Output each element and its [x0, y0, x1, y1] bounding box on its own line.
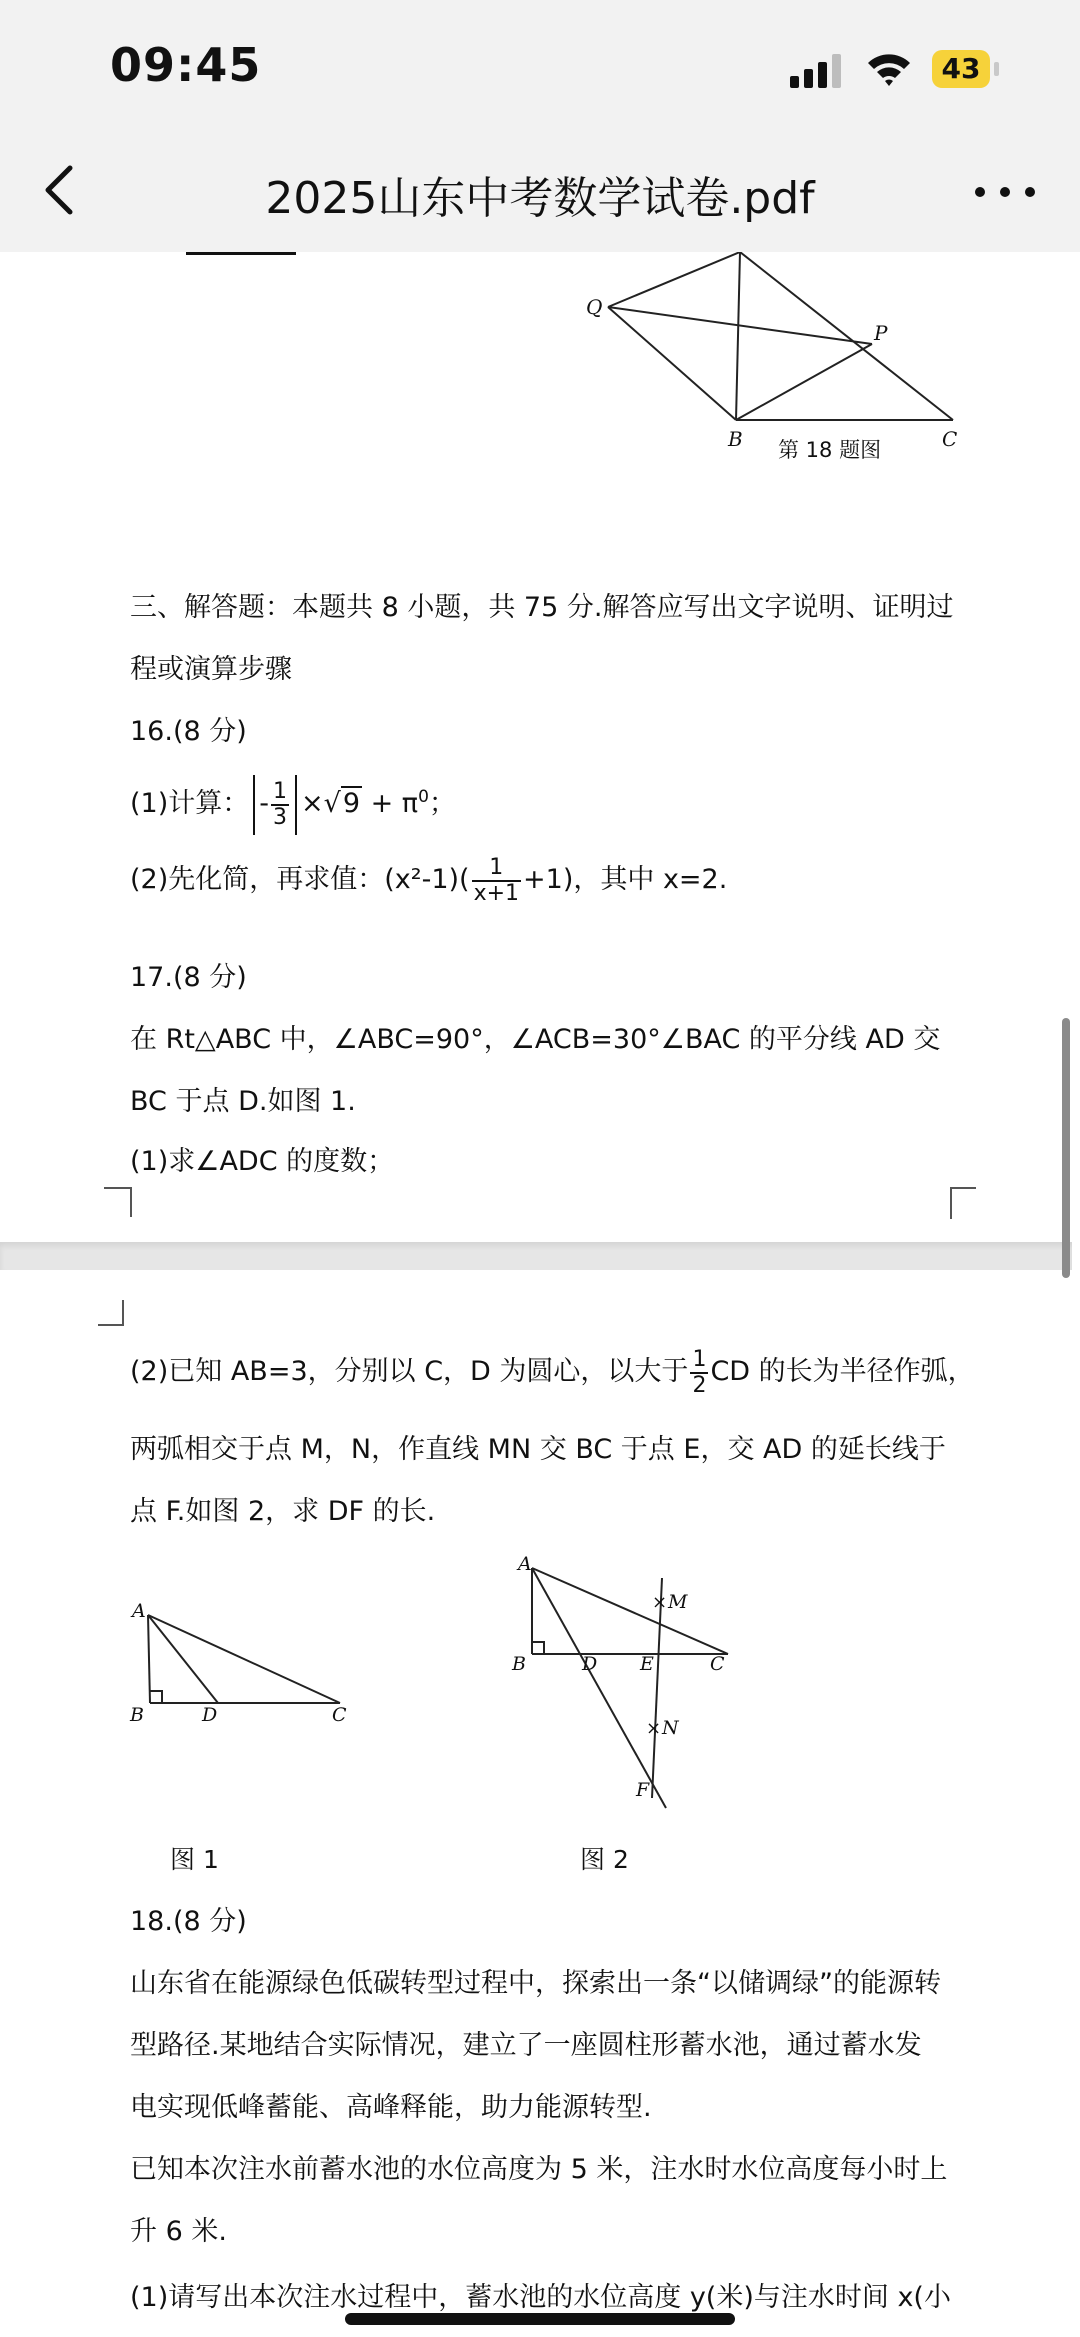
fig2-mark-m: × [652, 1592, 668, 1613]
section3-line2: 程或演算步骤 [130, 654, 292, 685]
fig1-right-angle [150, 1691, 162, 1703]
fig2-label-a: A [518, 1553, 532, 1575]
fig18-label-p: P [874, 321, 888, 345]
q18-line1: 山东省在能源绿色低碳转型过程中，探索出一条“以储调绿”的能源转 [130, 1968, 941, 1999]
section3-line1: 三、解答题：本题共 8 小题，共 75 分.解答应写出文字说明、证明过 [130, 592, 954, 623]
q16-part1-exponent: 0 [418, 787, 429, 807]
fraction-denominator: 3 [273, 804, 287, 830]
figure-1 [120, 1585, 360, 1725]
figure-18 [570, 252, 970, 452]
chevron-left-icon[interactable] [40, 160, 80, 220]
fig2-side-ac [532, 1568, 728, 1654]
q16-header: 16.(8 分) [130, 716, 247, 747]
q16-part1-prefix: (1)计算： [130, 788, 250, 819]
fraction-one-third [271, 780, 289, 830]
q18-line4: 已知本次注水前蓄水池的水位高度为 5 米，注水时水位高度每小时上 [130, 2154, 948, 2185]
q16-part1-minus: - [259, 788, 269, 819]
fig18-line [608, 252, 740, 307]
fig2-label-e: E [640, 1653, 654, 1675]
cellular-signal-icon [790, 54, 842, 88]
abs-bar-left [253, 775, 255, 835]
fig1-label-a: A [132, 1600, 146, 1622]
fig2-mark-n: × [646, 1718, 662, 1739]
q16-part1-end: ； [428, 788, 456, 819]
fig18-label-c: C [942, 427, 958, 451]
pdf-page-2[interactable] [0, 1270, 1072, 2337]
q18-line3: 电实现低峰蓄能、高峰释能，助力能源转型. [130, 2092, 652, 2123]
battery-icon [932, 50, 1002, 88]
q16-part2-suffix: +1)，其中 x=2. [523, 864, 728, 895]
top-bar [0, 0, 1080, 252]
fig18-label-b: B [728, 427, 743, 451]
fig2-label-n: N [662, 1717, 679, 1739]
fig1-side-ab [148, 1615, 150, 1703]
fig1-bisector-ad [148, 1615, 218, 1703]
q18-line5: 升 6 米. [130, 2216, 227, 2247]
fraction-numerator: 1 [692, 1346, 707, 1372]
q16-part2-prefix: (2)先化简，再求值：(x²-1)( [130, 864, 470, 895]
status-time: 09:45 [110, 38, 262, 92]
figure-2-caption: 图 2 [580, 1845, 629, 1874]
fig18-line [736, 344, 872, 420]
fig2-right-angle [532, 1642, 544, 1654]
fraction-numerator: 1 [472, 856, 521, 882]
q16-part1-times: ×√ [301, 788, 341, 819]
answer-underline [186, 252, 296, 255]
fig2-label-c: C [710, 1653, 725, 1675]
q17-part2-line3: 点 F.如图 2，求 DF 的长. [130, 1496, 436, 1527]
battery-level: 43 [941, 52, 981, 85]
fig18-line [736, 252, 740, 420]
fig2-label-d: D [582, 1653, 598, 1675]
page-gap [0, 1242, 1072, 1270]
q18-line6: (1)请写出本次注水过程中，蓄水池的水位高度 y(米)与注水时间 x(小 [130, 2282, 951, 2313]
fig18-line [740, 252, 953, 420]
q17-part2-line1 [130, 1340, 975, 1404]
q16-part1 [130, 762, 456, 839]
fig2-label-m: M [668, 1591, 688, 1613]
fraction-denominator: x+1 [473, 880, 520, 906]
fig1-side-ac [148, 1615, 340, 1703]
q18-header: 18.(8 分) [130, 1906, 247, 1937]
figure-1-caption: 图 1 [170, 1845, 219, 1874]
pdf-page-1[interactable] [0, 252, 1072, 1242]
wifi-icon [866, 50, 912, 88]
crop-mark-bottom-left [106, 1187, 132, 1217]
q17-part2-prefix: (2)已知 AB=3，分别以 C，D 为圆心，以大于 [130, 1356, 689, 1387]
fig1-label-d: D [202, 1704, 218, 1725]
figure-18-caption: 第 18 题图 [778, 438, 882, 462]
crop-mark-top-left [98, 1300, 124, 1326]
q17-header: 17.(8 分) [130, 962, 247, 993]
crop-mark-bottom-right [950, 1187, 976, 1219]
fig1-label-c: C [332, 1704, 347, 1725]
fraction-numerator: 1 [273, 778, 287, 804]
home-indicator[interactable] [345, 2313, 735, 2325]
q17-part2-line2: 两弧相交于点 M，N，作直线 MN 交 BC 于点 E，交 AD 的延长线于 [130, 1434, 946, 1465]
q16-part1-plus: + π [362, 788, 419, 819]
q17-line2: BC 于点 D.如图 1. [130, 1086, 356, 1117]
fig2-label-b: B [512, 1653, 526, 1675]
battery-tip [994, 62, 999, 76]
q17-part1: (1)求∠ADC 的度数； [130, 1146, 395, 1177]
q16-part1-radicand: 9 [342, 788, 361, 819]
fig18-label-q: Q [586, 295, 603, 319]
fig2-label-f: F [636, 1779, 650, 1801]
figure-2 [510, 1550, 750, 1820]
q18-line2: 型路径.某地结合实际情况，建立了一座圆柱形蓄水池，通过蓄水发 [130, 2030, 922, 2061]
more-icon[interactable] [970, 172, 1040, 212]
abs-bar-right [295, 775, 297, 835]
q16-part2 [130, 850, 727, 910]
fraction-denominator: 2 [692, 1372, 707, 1398]
q17-line1: 在 Rt△ABC 中，∠ABC=90°，∠ACB=30°∠BAC 的平分线 AD 交 [130, 1024, 941, 1055]
fraction-one-over-x-plus-1 [472, 856, 521, 906]
q17-part2-suffix: CD 的长为半径作弧， [710, 1356, 975, 1387]
fraction-one-half [690, 1348, 708, 1398]
fig18-line [608, 307, 736, 420]
fig2-line-af [532, 1568, 666, 1808]
scrollbar[interactable] [1062, 1018, 1070, 1278]
document-title: 2025山东中考数学试卷.pdf [265, 173, 815, 224]
fig1-label-b: B [130, 1704, 144, 1725]
crop-mark-bottom-left-h [104, 1187, 130, 1189]
